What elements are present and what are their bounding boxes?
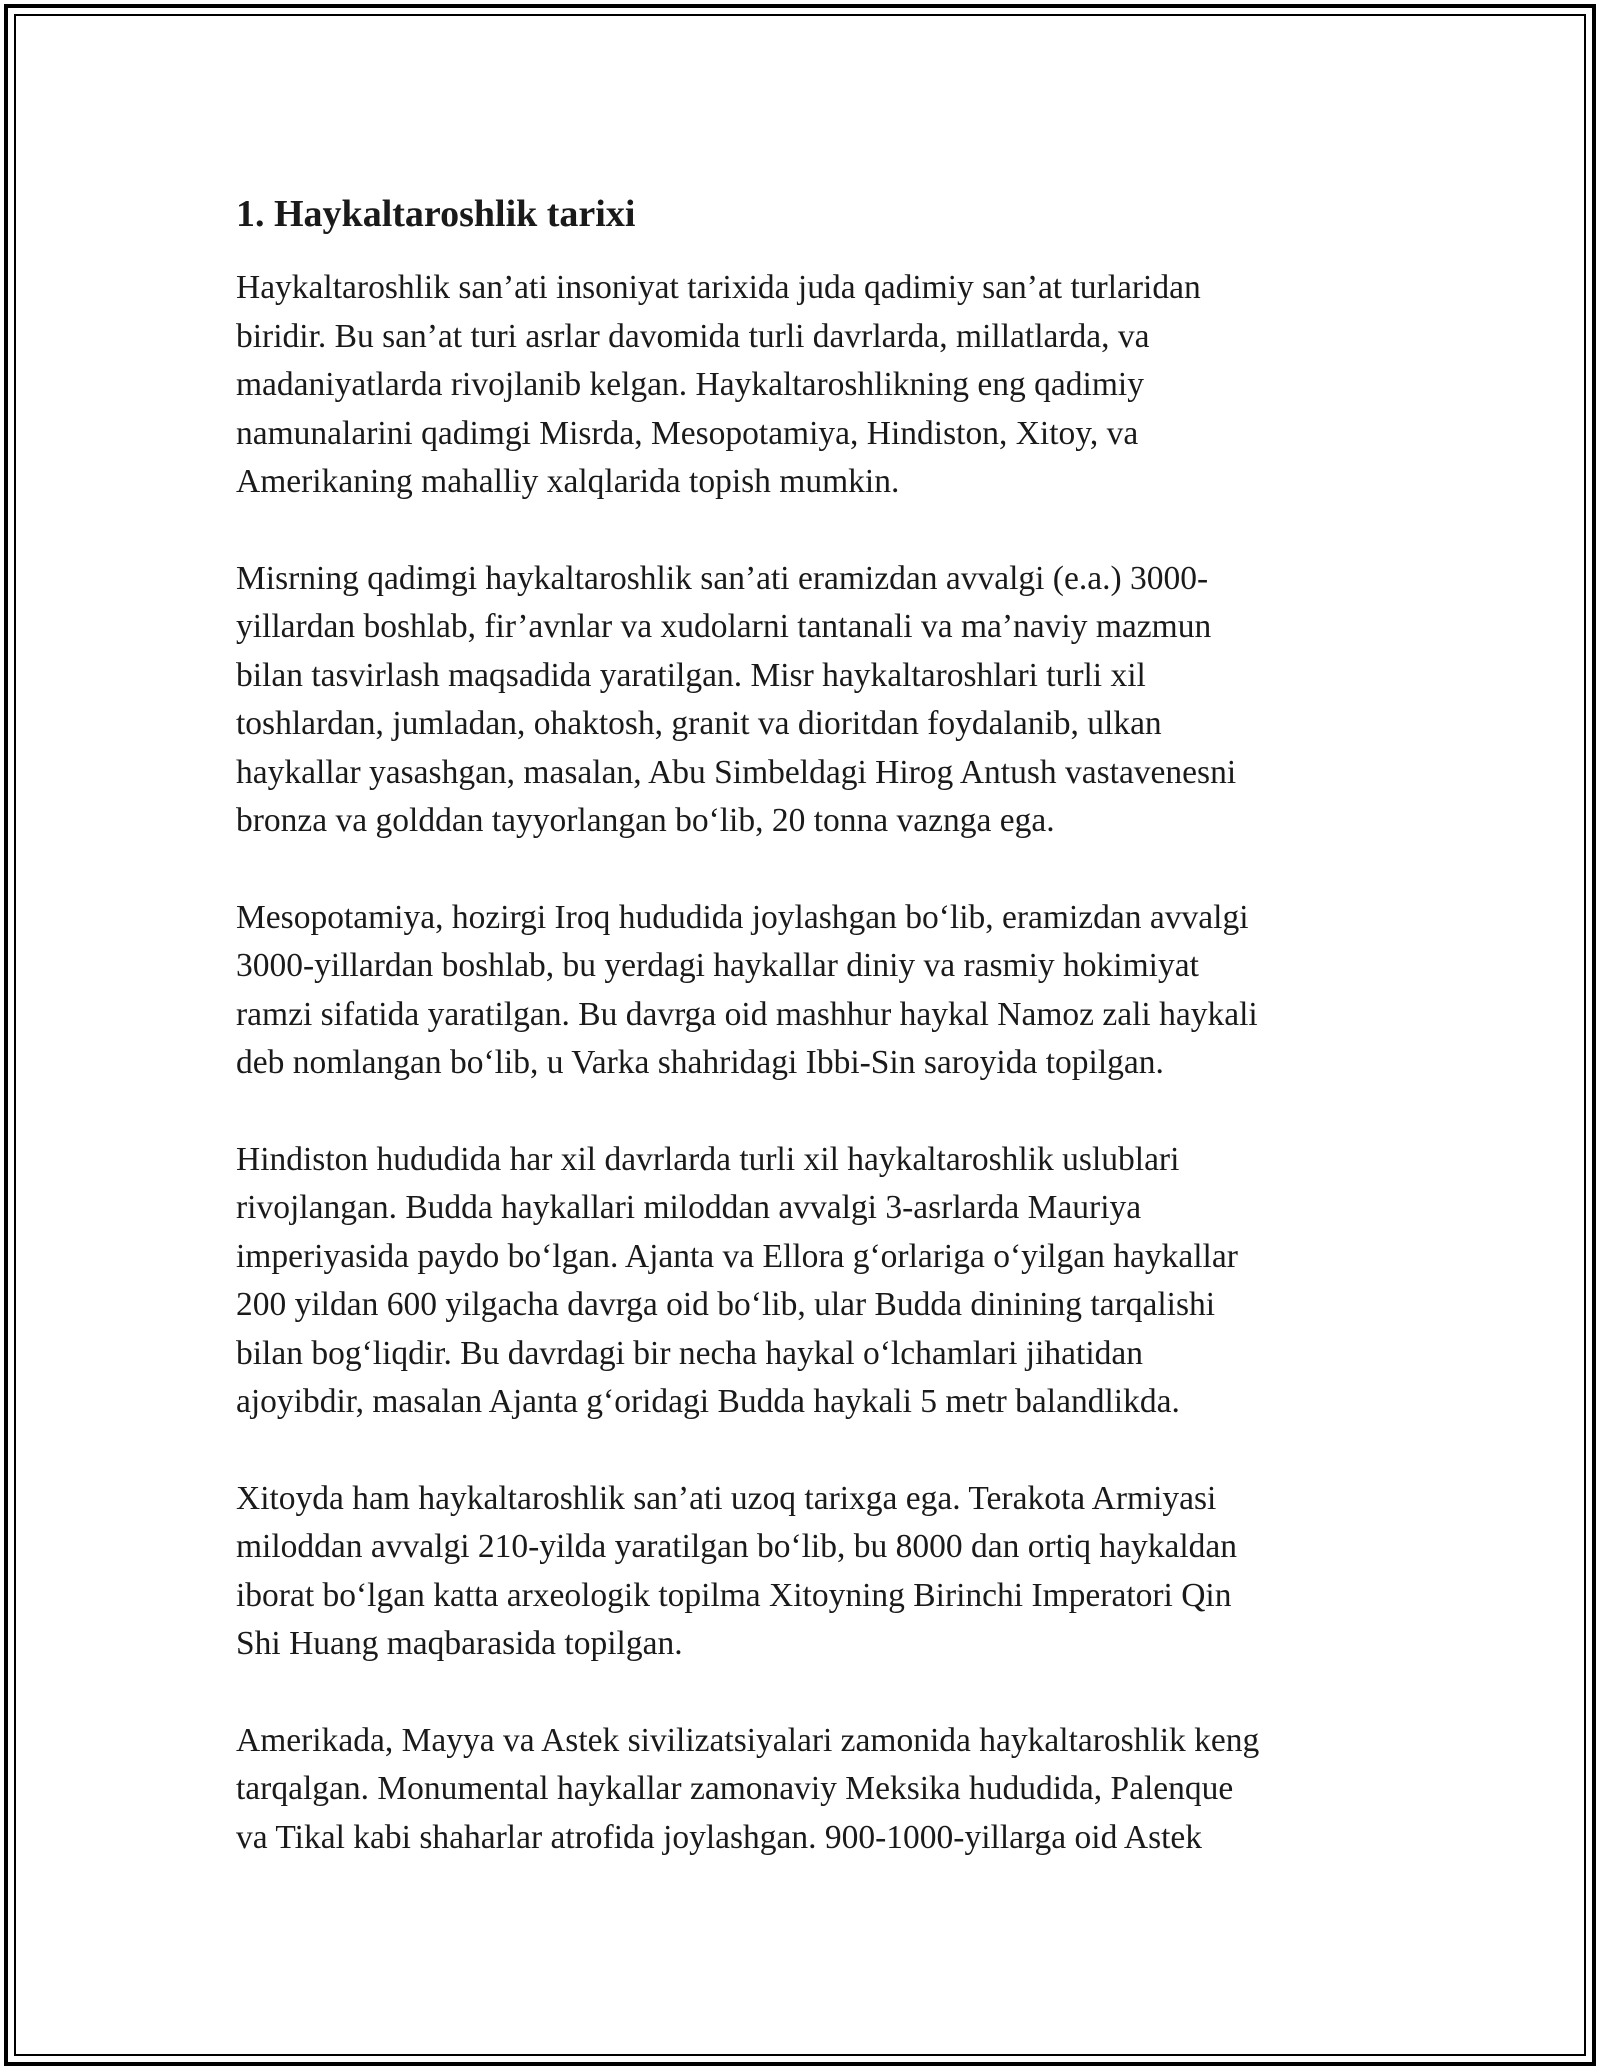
text-line: bronza va golddan tayyorlangan bo‘lib, 20 tonna vaznga ega. [236,802,1055,839]
text-line: Misrning qadimgi haykaltaroshlik san’ati eramizdan avvalgi (e.a.) 3000- [236,559,1209,597]
text-line: miloddan avvalgi 210-yilda yaratilgan bo‘lib, bu 8000 dan ortiq haykaldan [236,1528,1238,1565]
text-line: 200 yildan 600 yilgacha davrga oid bo‘lib, ular Budda dinining tarqalishi [236,1286,1216,1323]
paragraph [236,1475,1366,1669]
text-line: ramzi sifatida yaratilgan. Bu davrga oid mashhur haykal Namoz zali haykali [236,995,1258,1033]
text-line: tarqalgan. Monumental haykallar zamonaviy Meksika hududida, Palenque [236,1770,1234,1807]
text-line: va Tikal kabi shaharlar atrofida joylashgan. 900-1000-yillarga oid Astek [236,1818,1203,1856]
text-line: Amerikada, Mayya va Astek sivilizatsiyalari zamonida haykaltaroshlik keng [236,1721,1260,1759]
text-line: toshlardan, jumladan, ohaktosh, granit va dioritdan foydalanib, ulkan [236,705,1162,742]
text-line: biridir. Bu san’at turi asrlar davomida turli davrlarda, millatlarda, va [236,317,1150,355]
text-line: Shi Huang maqbarasida topilgan. [236,1625,683,1662]
text-line: iborat bo‘lgan katta arxeologik topilma Xitoyning Birinchi Imperatori Qin [236,1576,1232,1614]
text-line: madaniyatlarda rivojlanib kelgan. Haykaltaroshlikning eng qadimiy [236,366,1144,403]
paragraph [236,1717,1366,1863]
text-line: Haykaltaroshlik san’ati insoniyat tarixida juda qadimiy san’at turlaridan [236,269,1201,306]
paragraph [236,1136,1366,1427]
section-heading: 1. Haykaltaroshlik tarixi [236,193,636,235]
text-line: rivojlangan. Budda haykallari miloddan avvalgi 3-asrlarda Mauriya [236,1189,1142,1226]
paragraph [236,264,1366,507]
text-line: Hindiston hududida har xil davrlarda turli xil haykaltaroshlik uslublari [236,1140,1180,1178]
text-line: deb nomlangan bo‘lib, u Varka shahridagi Ibbi-Sin saroyida topilgan. [236,1044,1164,1081]
text-line: bilan bog‘liqdir. Bu davrdagi bir necha haykal o‘lchamlari jihatidan [236,1334,1144,1372]
text-line: Xitoyda ham haykaltaroshlik san’ati uzoq tarixga ega. Terakota Armiyasi [236,1479,1217,1517]
text-line: ajoyibdir, masalan Ajanta g‘oridagi Budda haykali 5 metr balandlikda. [236,1383,1180,1420]
text-line: 3000-yillardan boshlab, bu yerdagi haykallar diniy va rasmiy hokimiyat [236,947,1199,984]
paragraph [236,555,1366,846]
text-line: namunalarini qadimgi Misrda, Mesopotamiya, Hindiston, Xitoy, va [236,414,1139,452]
text-line: imperiyasida paydo bo‘lgan. Ajanta va Ellora g‘orlariga o‘yilgan haykallar [236,1237,1238,1275]
text-line: Mesopotamiya, hozirgi Iroq hududida joylashgan bo‘lib, eramizdan avvalgi [236,898,1249,936]
text-line: Amerikaning mahalliy xalqlarida topish mumkin. [236,463,900,500]
document-body [236,186,1366,1910]
text-line: yillardan boshlab, fir’avnlar va xudolarni tantanali va ma’naviy mazmun [236,608,1212,645]
text-line: bilan tasvirlash maqsadida yaratilgan. Misr haykaltaroshlari turli xil [236,656,1146,694]
text-line: haykallar yasashgan, masalan, Abu Simbeldagi Hirog Antush vastavenesni [236,753,1237,791]
paragraph [236,894,1366,1088]
